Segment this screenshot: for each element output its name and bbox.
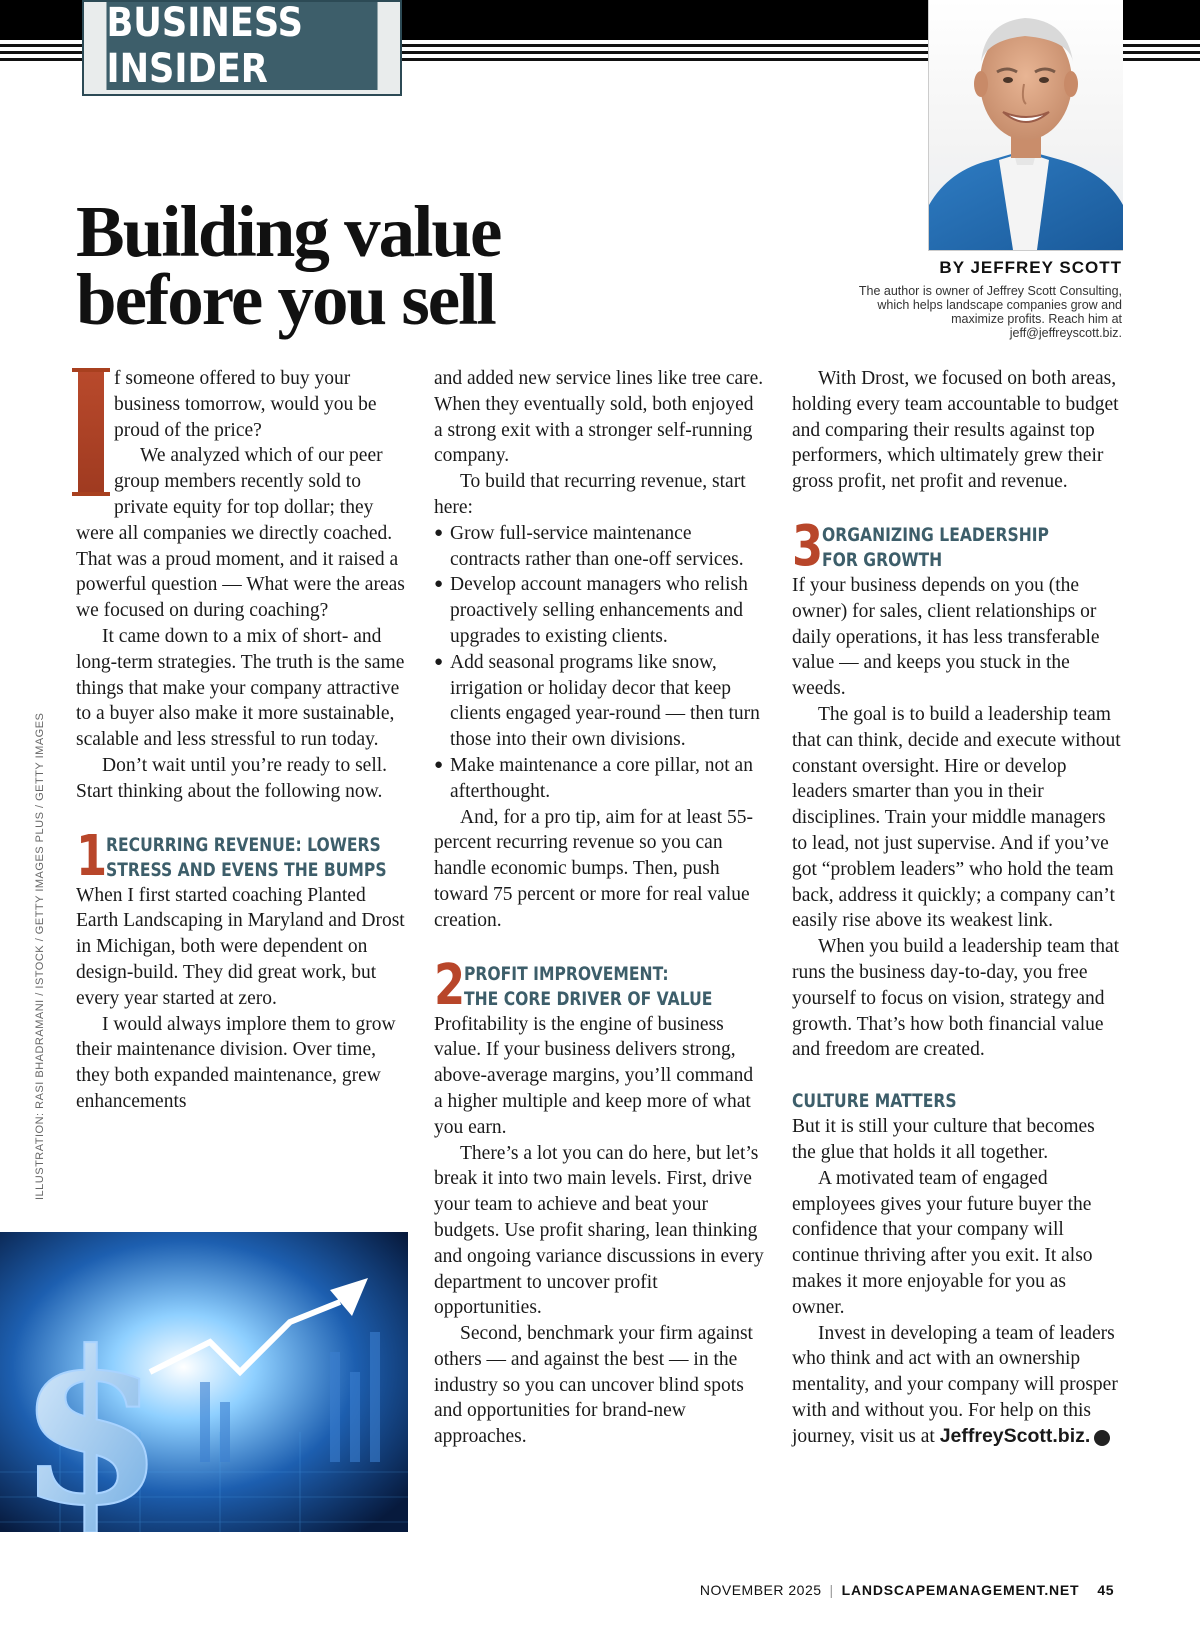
paragraph: Second, benchmark your firm against others — and against the best — in the industry so you can uncover blind spots and opportunities for brand-new approaches.: [434, 1323, 753, 1448]
headline: [76, 191, 636, 340]
bullet-item: ● Make maintenance a core pillar, not an afterthought.: [434, 753, 764, 805]
paragraph: The goal is to build a leadership team that can think, decide and execute without constant oversight. Hire or develop leaders smarter than you in their disciplines. Train your middle managers to lead, not just supervise. And if you’ve got “problem leaders” who hold the team back, address it quickly; a company can’t easily rise above its weakest link.: [792, 703, 1121, 932]
paragraph: We analyzed which of our peer group members recently sold to private equity for top dollar; they were all companies we directly coached. That was a proud moment, and it raised a powerful question — What were the areas we focused on during coaching?: [76, 445, 405, 622]
article-column-1: [76, 366, 410, 1115]
section-label-text: BUSINESS INSIDER: [106, 2, 377, 90]
subhead-title-line: RECURRING REVENUE: LOWERS: [106, 833, 381, 856]
paragraph: It came down to a mix of short- and long-term strategies. The truth is the same things that make your company attractive to a buyer also make it more sustainable, scalable and less stressful to run today.: [76, 625, 405, 751]
drop-cap-i: [78, 368, 104, 496]
paragraph: If your business depends on you (the owner) for sales, client relationships or daily operations, it has less transferable value — and keeps you stuck in the weeds.: [792, 574, 1100, 700]
article-column-2: [434, 366, 764, 1450]
author-portrait: [928, 0, 1123, 251]
paragraph: There’s a lot you can do here, but let’s break it into two main levels. First, drive your team to achieve and beat your budgets. Use profit sharing, lean thinking and ongoing variance discussions in every department to uncover profit opportunities.: [434, 1142, 764, 1319]
paragraph: Profitability is the engine of business value. If your business delivers strong, above-average margins, you’ll command a higher multiple and keep more of what you earn.: [434, 1013, 754, 1138]
author-portrait-image: [929, 0, 1123, 250]
headline-line-2: before you sell: [76, 259, 495, 340]
svg-text:$: $: [18, 1305, 165, 1532]
paragraph: f someone offered to buy your business tomorrow, would you be proud of the price?: [114, 368, 377, 441]
subhead-2: [434, 952, 764, 1018]
illustration-credit: ILLUSTRATION: RASI BHADRAMANI / ISTOCK / GETTY IMAGES PLUS / GETTY IMAGES: [34, 712, 46, 1200]
issue-date: NOVEMBER 2025: [699, 1582, 822, 1598]
subhead-title: [822, 521, 1049, 573]
paragraph: When you build a leadership team that runs the business day-to-day, you free yourself to focus on vision, strategy and growth. That’s how both financial value and freedom are created.: [792, 936, 1120, 1061]
website-link[interactable]: JeffreyScott.biz.: [939, 1424, 1091, 1447]
subhead-title-line: STRESS AND EVENS THE BUMPS: [106, 858, 387, 881]
byline: BY JEFFREY SCOTT: [939, 258, 1122, 277]
paragraph: To build that recurring revenue, start here:: [434, 471, 746, 518]
paragraph: But it is still your culture that becomes the glue that holds it all together.: [792, 1116, 1095, 1163]
page-number: 45: [1097, 1582, 1114, 1598]
subhead-3: [792, 513, 1122, 579]
end-mark-icon: LM: [1094, 1430, 1110, 1446]
paragraph: I would always implore them to grow their maintenance division. Over time, they both expanded maintenance, grew enhancements: [76, 1013, 396, 1112]
closing-text: Invest in developing a team of leaders who think and act with an ownership mentality, and your company will prosper with and without you. For help on this journey, visit us at: [792, 1322, 1118, 1447]
footer-site: LANDSCAPEMANAGEMENT.NET: [841, 1582, 1080, 1598]
author-bio: The author is owner of Jeffrey Scott Consulting, which helps landscape companies grow and maximize profits. Reach him at jeff@jeffreyscott.biz.: [858, 284, 1122, 340]
headline-line-1: Building value: [76, 191, 501, 272]
paragraph: And, for a pro tip, aim for at least 55-percent recurring revenue so you can handle economic bumps. Then, push toward 75 percent or more for real value creation.: [434, 806, 753, 931]
byline-block: [852, 258, 1122, 340]
page-footer: [700, 1582, 1114, 1598]
paragraph: A motivated team of engaged employees gives your future buyer the confidence that your company will continue thriving after you exit. It also makes it more enjoyable for you as owner.: [792, 1167, 1093, 1318]
dollar-chart-icon: [0, 1232, 408, 1532]
subhead-number: 1: [76, 823, 108, 889]
subhead-1: [76, 823, 410, 889]
subhead-title-line: PROFIT IMPROVEMENT:: [464, 962, 669, 985]
bullet-item: ● Grow full-service maintenance contracts rather than one-off services.: [434, 521, 764, 573]
section-label: [82, 0, 402, 96]
intro-paragraph: [76, 366, 410, 624]
article-column-3: [792, 366, 1135, 1449]
dollar-growth-illustration: [0, 1232, 408, 1532]
subhead-title-line: ORGANIZING LEADERSHIP: [822, 523, 1049, 546]
bullet-list: [434, 521, 764, 805]
paragraph: Don’t wait until you’re ready to sell. Start thinking about the following now.: [76, 754, 388, 802]
closing-paragraph: [792, 1321, 1135, 1450]
subhead-number: 3: [792, 513, 824, 579]
paragraph: When I first started coaching Planted Earth Landscaping in Maryland and Drost in Michigan, both were dependent on design-build. They did great work, but every year started at zero.: [76, 884, 405, 1009]
paragraph: and added new service lines like tree care. When they eventually sold, both enjoyed a strong exit with a stronger self-running company.: [434, 368, 764, 467]
subhead-title-line: THE CORE DRIVER OF VALUE: [464, 987, 713, 1010]
subhead-title: [106, 831, 387, 883]
subhead-title: [464, 960, 712, 1012]
subhead-culture-matters: CULTURE MATTERS: [792, 1090, 957, 1113]
bullet-item: ● Add seasonal programs like snow, irrigation or holiday decor that keep clients engaged year-round — then turn those into their own divisions.: [434, 650, 764, 753]
bullet-item: ● Develop account managers who relish proactively selling enhancements and upgrades to existing clients.: [434, 572, 764, 649]
footer-separator: |: [829, 1582, 834, 1598]
subhead-title-line: FOR GROWTH: [822, 548, 943, 571]
paragraph: With Drost, we focused on both areas, holding every team accountable to budget and comparing their results against top performers, which ultimately grew their gross profit, net profit and revenue.: [792, 368, 1119, 493]
subhead-number: 2: [434, 952, 466, 1018]
